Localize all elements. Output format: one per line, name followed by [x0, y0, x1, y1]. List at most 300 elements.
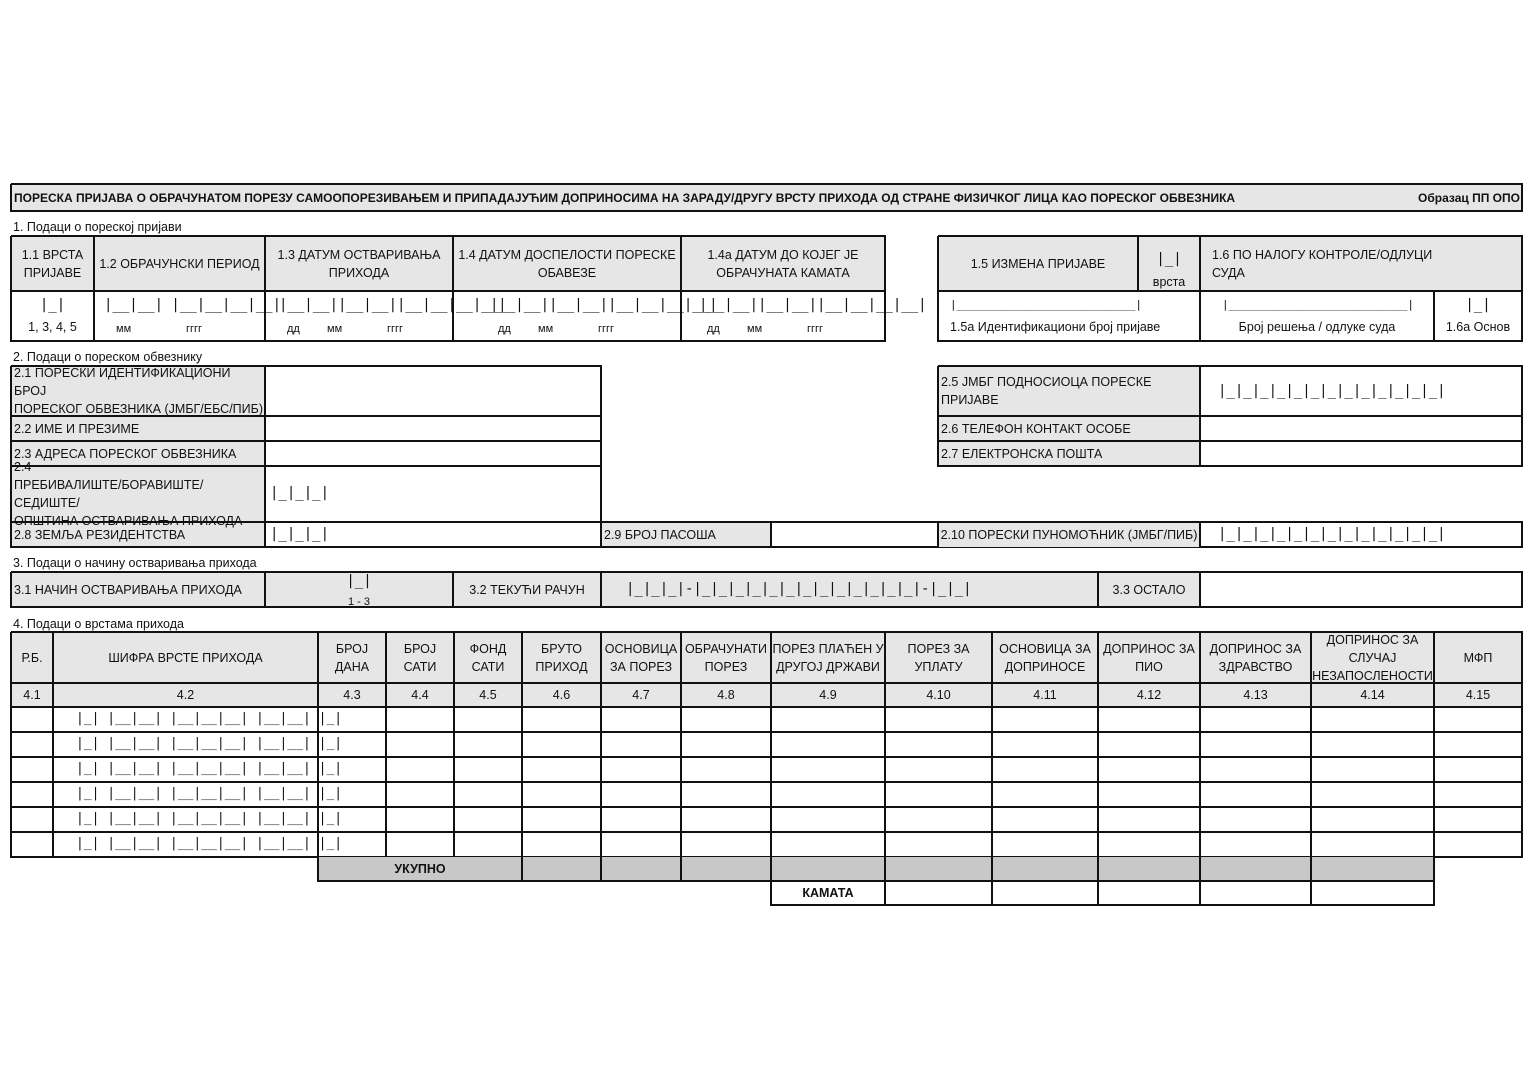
table-cell-input[interactable]	[1200, 732, 1311, 757]
table-cell-input[interactable]	[1098, 732, 1200, 757]
column-header-4-13-text	[1210, 640, 1302, 676]
field-1-6a-basis[interactable]: |_|	[1465, 297, 1491, 313]
table-cell-input[interactable]	[771, 757, 885, 782]
interest-cell-input[interactable]	[1200, 881, 1311, 905]
form-header-border	[11, 183, 1523, 185]
table-cell-input[interactable]	[601, 732, 681, 757]
total-row-col-line	[1199, 857, 1201, 882]
column-header-4-15	[1434, 632, 1522, 683]
table-cell-input[interactable]	[992, 807, 1098, 832]
column-number-4-4-line-1: 4.4	[411, 688, 429, 702]
column-header-4-11-text	[999, 640, 1091, 676]
table-cell-input[interactable]	[386, 757, 454, 782]
column-header-4-7-line-2: ЗА ПОРЕЗ	[609, 659, 673, 674]
column-number-4-11	[992, 683, 1098, 707]
field-1-2-period[interactable]: |__|__| |__|__|__|__|	[104, 297, 282, 313]
section-4-heading: 4. Подаци о врстама прихода	[13, 617, 184, 631]
table-cell-input[interactable]	[1200, 782, 1311, 807]
column-header-4-15-text	[1464, 649, 1493, 667]
label-2-3-address-line-1: 2.3 АДРЕСА ПОРЕСКОГ ОБВЕЗНИКА	[14, 446, 237, 461]
column-number-4-1-text	[23, 686, 40, 704]
input-2-1-tax-id[interactable]	[265, 366, 601, 416]
table-cell-input[interactable]	[992, 707, 1098, 732]
column-number-4-15-line-1: 4.15	[1465, 688, 1491, 702]
header-1-4a-interest-date	[681, 236, 885, 291]
input-3-3-other[interactable]	[1200, 572, 1522, 607]
column-number-4-9-text	[819, 686, 836, 704]
total-row-col-line	[991, 857, 993, 882]
section-3-heading: 3. Подаци о начину остваривања прихода	[13, 556, 257, 570]
table-cell-input[interactable]	[522, 782, 601, 807]
section-2-heading: 2. Подаци о пореском обвезнику	[13, 350, 203, 364]
total-row-col-line	[600, 857, 602, 882]
column-header-4-15-line-1: МФП	[1463, 650, 1493, 665]
header-1-3-income-date-line-1: 1.3 ДАТУМ ОСТВАРИВАЊА	[277, 247, 441, 262]
table-cell-input[interactable]	[386, 782, 454, 807]
total-row-col-line	[680, 857, 682, 882]
income-code-input[interactable]: |_| |__|__| |__|__|__| |__|__| |_|	[76, 786, 343, 801]
interest-cell-input[interactable]	[885, 881, 992, 905]
column-header-4-12-line-2: ПИО	[1135, 659, 1163, 674]
column-header-4-2-text	[108, 649, 262, 667]
table-cell-input[interactable]	[522, 757, 601, 782]
table-cell-input[interactable]	[318, 782, 386, 807]
header-1-1-report-type-line-1: 1.1 ВРСТА	[21, 247, 84, 262]
header-1-2-period-line-1: 1.2 ОБРАЧУНСКИ ПЕРИОД	[99, 256, 260, 271]
label-2-4-residence-line-3: ОПШТИНА ОСТВАРИВАЊА ПРИХОДА	[14, 514, 243, 528]
column-header-4-13	[1200, 632, 1311, 683]
column-header-4-5-line-2: САТИ	[471, 659, 505, 674]
column-number-4-7-line-1: 4.7	[632, 688, 650, 702]
table-cell-input[interactable]	[771, 807, 885, 832]
header-1-4-due-date-line-1: 1.4 ДАТУМ ДОСПЕЛОСТИ ПОРЕСКЕ	[458, 247, 676, 262]
label-2-7-email-line-1: 2.7 ЕЛЕКТРОНСКА ПОШТА	[941, 446, 1103, 461]
field-1-4a-date[interactable]: |__|__||__|__||__|__|__|__|	[699, 297, 927, 313]
label-2-10-proxy-line-1: 2.10 ПОРЕСКИ ПУНОМОЋНИК (ЈМБГ/ПИБ)	[940, 527, 1198, 542]
label-2-1-tax-id	[11, 366, 265, 416]
column-number-4-10	[885, 683, 992, 707]
field-1-6a-hint: 1.6а Основ	[1445, 320, 1511, 334]
form-header-border	[11, 210, 1523, 212]
header-1-4a-interest-date-line-2: ОБРАЧУНАТА КАМАТА	[716, 265, 850, 280]
table-cell-input[interactable]	[601, 707, 681, 732]
table-cell-input[interactable]	[1311, 757, 1434, 782]
interest-row-label-text	[802, 884, 853, 902]
field-1-6-decision-number[interactable]: |___________________________|	[1222, 298, 1415, 311]
total-row-label	[318, 857, 522, 881]
column-header-4-8-text	[685, 640, 767, 676]
column-number-4-1	[11, 683, 53, 707]
label-2-4-residence	[11, 460, 265, 528]
column-header-4-12	[1098, 632, 1200, 683]
header-1-4-due-date-text	[458, 246, 675, 282]
field-1-5-type[interactable]: |_|	[1156, 251, 1182, 267]
column-number-4-13-line-1: 4.13	[1243, 688, 1268, 702]
column-number-4-11-text	[1033, 686, 1056, 704]
input-2-9-passport[interactable]	[771, 522, 938, 547]
column-header-4-5	[454, 632, 522, 683]
column-number-4-9	[771, 683, 885, 707]
label-2-2-name-text	[14, 420, 139, 438]
table-cell-input[interactable]	[1098, 782, 1200, 807]
table-cell-input[interactable]	[885, 757, 992, 782]
label-2-8-country-text	[14, 526, 185, 544]
grid-line	[600, 522, 602, 548]
header-1-5-amendment-line-1: 1.5 ИЗМЕНА ПРИЈАВЕ	[970, 256, 1106, 271]
label-2-5-submitter-jmbg	[938, 366, 1200, 416]
field-1-3-dd: дд	[287, 323, 300, 335]
table-cell-input[interactable]	[318, 707, 386, 732]
label-2-9-passport-text	[604, 526, 716, 544]
label-2-10-proxy	[938, 522, 1200, 547]
label-3-2-bank-account	[453, 572, 601, 607]
table-cell-input[interactable]	[681, 732, 771, 757]
table-cell-input[interactable]	[454, 732, 522, 757]
label-2-10-proxy-text	[941, 526, 1198, 544]
header-1-1-report-type-line-2: ПРИЈАВЕ	[23, 265, 82, 280]
header-1-3-income-date-line-2: ПРИХОДА	[328, 265, 390, 280]
label-2-1-tax-id-line-1: 2.1 ПОРЕСКИ ИДЕНТИФИКАЦИОНИ БРОЈ	[14, 366, 231, 398]
column-header-4-1-text	[21, 649, 42, 667]
table-cell-input[interactable]	[992, 832, 1098, 857]
input-3-1-income-method[interactable]: |_|	[346, 573, 372, 589]
table-cell-input[interactable]	[318, 807, 386, 832]
table-cell-input[interactable]	[992, 732, 1098, 757]
column-header-4-13-line-2: ЗДРАВСТВО	[1218, 659, 1293, 674]
section-1-left-border	[11, 340, 886, 342]
table-cell-input[interactable]	[885, 782, 992, 807]
column-header-4-10-text	[907, 640, 969, 676]
table-cell-input[interactable]	[386, 707, 454, 732]
table-cell-input[interactable]	[522, 832, 601, 857]
column-header-4-14-line-2: СЛУЧАЈ	[1348, 650, 1397, 665]
label-2-8-country-line-1: 2.8 ЗЕМЉА РЕЗИДЕНТСТВА	[14, 527, 186, 542]
input-2-6-phone[interactable]	[1200, 416, 1522, 441]
table-cell-input[interactable]	[522, 807, 601, 832]
column-header-4-10	[885, 632, 992, 683]
column-number-4-4	[386, 683, 454, 707]
income-code-input[interactable]: |_| |__|__| |__|__|__| |__|__| |_|	[76, 761, 343, 776]
input-2-3-address[interactable]	[265, 441, 601, 466]
label-3-1-income-method	[11, 572, 265, 607]
section-1-heading: 1. Подаци о пореској пријави	[13, 220, 182, 234]
column-number-4-13-text	[1243, 686, 1267, 704]
column-number-4-8-text	[717, 686, 734, 704]
table-cell-input[interactable]	[681, 832, 771, 857]
input-2-7-email[interactable]	[1200, 441, 1522, 466]
total-row-label-text	[394, 860, 445, 878]
table-cell-input[interactable]	[1434, 782, 1522, 807]
column-number-4-14	[1311, 683, 1434, 707]
table-cell-input[interactable]	[522, 732, 601, 757]
field-1-1-report-type[interactable]: |_|	[39, 297, 66, 313]
label-2-1-tax-id-text	[14, 364, 265, 418]
table-cell-input[interactable]	[1311, 707, 1434, 732]
table-cell-input[interactable]	[601, 832, 681, 857]
table-cell-input[interactable]	[1434, 757, 1522, 782]
input-2-8-country-code[interactable]: |_|_|_|	[270, 526, 330, 542]
column-number-4-6	[522, 683, 601, 707]
input-3-1-hint: 1 - 3	[347, 596, 370, 608]
column-header-4-7-line-1: ОСНОВИЦА	[604, 641, 678, 656]
table-cell-input[interactable]	[1098, 832, 1200, 857]
header-1-1-report-type-text	[22, 246, 84, 282]
label-2-7-email-text	[941, 445, 1102, 463]
table-cell-input[interactable]	[1434, 832, 1522, 857]
column-header-4-11-line-1: ОСНОВИЦА ЗА	[999, 641, 1091, 656]
table-cell-input[interactable]	[681, 807, 771, 832]
column-header-4-3-line-2: ДАНА	[334, 659, 370, 674]
label-2-6-phone	[938, 416, 1200, 441]
column-number-4-7	[601, 683, 681, 707]
column-header-4-7-text	[605, 640, 677, 676]
column-header-4-8	[681, 632, 771, 683]
column-header-4-10-line-1: ПОРЕЗ ЗА	[907, 641, 970, 656]
label-2-7-email	[938, 441, 1200, 466]
table-cell-input[interactable]	[386, 732, 454, 757]
table-cell-input[interactable]	[318, 732, 386, 757]
column-header-4-7	[601, 632, 681, 683]
column-header-4-14-line-3: НЕЗАПОСЛЕНОСТИ	[1312, 668, 1433, 683]
table-cell-input[interactable]	[1311, 782, 1434, 807]
table-cell-input[interactable]	[681, 707, 771, 732]
header-1-2-period-text	[99, 255, 259, 273]
table-cell-input[interactable]	[1098, 757, 1200, 782]
interest-cell-input[interactable]	[992, 881, 1098, 905]
table-cell-input[interactable]	[885, 832, 992, 857]
column-number-4-2-text	[177, 686, 194, 704]
header-1-6-control-order-text	[1212, 246, 1434, 282]
column-number-4-5-text	[479, 686, 496, 704]
header-1-5-amendment	[938, 236, 1138, 291]
table-cell-input[interactable]	[454, 807, 522, 832]
column-header-4-2	[53, 632, 318, 683]
total-row-col-line	[884, 857, 886, 882]
table-cell-input[interactable]	[1434, 707, 1522, 732]
label-2-8-country	[11, 522, 265, 547]
table-cell-input[interactable]	[992, 757, 1098, 782]
column-header-4-9-line-1: ПОРЕЗ ПЛАЋЕН У	[772, 641, 884, 656]
interest-row-label-line-1: КАМАТА	[802, 886, 854, 900]
header-1-1-report-type	[11, 236, 94, 291]
header-1-3-income-date	[265, 236, 453, 291]
income-code-input[interactable]: |_| |__|__| |__|__|__| |__|__| |_|	[76, 836, 343, 851]
table-cell-input[interactable]	[885, 807, 992, 832]
form-header-border	[1521, 184, 1523, 212]
form-title: ПОРЕСКА ПРИЈАВА О ОБРАЧУНАТОМ ПОРЕЗУ САМООПОРЕЗИВАЊЕМ И ПРИПАДАЈУЋИМ ДОПРИНОСИМА НА ЗАРАДУ/ДРУГУ ВРСТУ ПРИХОДА ОД СТРАНЕ ФИЗИЧКОГ ЛИЦА КАО ПОРЕСКОГ ОБВЕЗНИКА	[14, 191, 1236, 205]
field-1-4-mm: мм	[538, 323, 554, 335]
table-cell-input[interactable]	[601, 807, 681, 832]
header-1-3-income-date-text	[278, 246, 441, 282]
field-1-4a-dd: дд	[707, 323, 720, 335]
header-1-4-due-date	[453, 236, 681, 291]
column-header-4-12-line-1: ДОПРИНОС ЗА	[1103, 641, 1195, 656]
column-number-4-3	[318, 683, 386, 707]
section-1-right-border	[938, 340, 1523, 342]
column-number-4-12	[1098, 683, 1200, 707]
table-cell-input[interactable]	[885, 732, 992, 757]
field-1-6-hint: Број решења / одлуке суда	[1238, 320, 1396, 334]
column-number-4-15-text	[1466, 686, 1490, 704]
column-header-4-10-line-2: УПЛАТУ	[914, 659, 963, 674]
table-cell-input[interactable]	[771, 707, 885, 732]
column-header-4-4	[386, 632, 454, 683]
table-cell-input[interactable]	[1200, 757, 1311, 782]
column-header-4-8-line-1: ОБРАЧУНАТИ	[684, 641, 768, 656]
table-cell-input[interactable]	[1311, 732, 1434, 757]
interest-row-label	[771, 881, 885, 905]
table-cell-input[interactable]	[1098, 807, 1200, 832]
column-header-4-6-text	[535, 640, 587, 676]
field-1-3-mm: мм	[327, 323, 343, 335]
column-header-4-14	[1311, 632, 1434, 683]
label-3-1-income-method-text	[14, 581, 242, 599]
form-code: Образац ПП ОПО	[1418, 191, 1520, 205]
label-2-5-submitter-jmbg-text	[941, 373, 1200, 409]
header-1-4-due-date-line-2: ОБАВЕЗЕ	[537, 265, 597, 280]
column-number-4-6-line-1: 4.6	[552, 688, 571, 702]
column-number-4-12-text	[1137, 686, 1161, 704]
table-cell-input[interactable]	[318, 757, 386, 782]
column-header-4-1	[11, 632, 53, 683]
input-2-2-name[interactable]	[265, 416, 601, 441]
grid-line	[1521, 522, 1523, 548]
interest-cell-input[interactable]	[1311, 881, 1434, 905]
income-code-input[interactable]: |_| |__|__| |__|__|__| |__|__| |_|	[76, 811, 343, 826]
column-header-4-6	[522, 632, 601, 683]
field-1-2-yyyy: гггг	[186, 323, 203, 335]
label-3-1-income-method-line-1: 3.1 НАЧИН ОСТВАРИВАЊА ПРИХОДА	[14, 582, 242, 597]
column-number-4-8	[681, 683, 771, 707]
column-header-4-5-text	[470, 640, 507, 676]
column-number-4-13	[1200, 683, 1311, 707]
header-1-4a-interest-date-text	[707, 246, 858, 282]
table-cell-input[interactable]	[1311, 832, 1434, 857]
field-1-5a-id[interactable]: |___________________________|	[950, 298, 1143, 311]
column-number-4-3-text	[343, 686, 360, 704]
table-cell-input[interactable]	[601, 757, 681, 782]
table-cell-input[interactable]	[992, 782, 1098, 807]
label-3-2-bank-account-text	[469, 581, 584, 599]
field-1-3-yyyy: гггг	[387, 323, 404, 335]
label-2-2-name	[11, 416, 265, 441]
column-header-4-12-text	[1103, 640, 1195, 676]
total-row-col-line	[1097, 857, 1099, 882]
column-number-4-11-line-1: 4.11	[1033, 688, 1057, 702]
label-2-2-name-line-1: 2.2 ИМЕ И ПРЕЗИМЕ	[14, 421, 140, 436]
column-header-4-3-text	[335, 640, 369, 676]
label-3-3-other	[1098, 572, 1200, 607]
table-cell-input[interactable]	[522, 707, 601, 732]
table-cell-input[interactable]	[681, 782, 771, 807]
table-cell-input[interactable]	[771, 732, 885, 757]
field-1-1-hint: 1, 3, 4, 5	[28, 320, 77, 334]
column-number-4-14-text	[1360, 686, 1384, 704]
column-header-4-8-line-2: ПОРЕЗ	[704, 659, 748, 674]
input-2-5-submitter-jmbg[interactable]: |_|_|_|_|_|_|_|_|_|_|_|_|_|	[1218, 383, 1446, 399]
field-1-4-yyyy: гггг	[598, 323, 615, 335]
table-cell-input[interactable]	[681, 757, 771, 782]
input-2-4-residence-code[interactable]: |_|_|_|	[270, 485, 330, 501]
column-header-4-9	[771, 632, 885, 683]
table-cell-input[interactable]	[386, 832, 454, 857]
field-1-3-date[interactable]: |__|__||__|__||__|__|__|__|	[279, 297, 507, 313]
table-cell-input[interactable]	[771, 782, 885, 807]
column-number-4-14-line-1: 4.14	[1360, 688, 1385, 702]
table-cell-input[interactable]	[1311, 807, 1434, 832]
field-1-4-date[interactable]: |__|__||__|__||__|__|__|__|	[490, 297, 718, 313]
column-number-4-7-text	[632, 686, 649, 704]
column-number-4-1-line-1: 4.1	[23, 688, 41, 702]
header-1-2-period	[94, 236, 265, 291]
column-number-4-10-line-1: 4.10	[926, 688, 951, 702]
income-code-input[interactable]: |_| |__|__| |__|__|__| |__|__| |_|	[76, 711, 343, 726]
total-row-label-line-1: УКУПНО	[394, 862, 446, 876]
label-2-9-passport-line-1: 2.9 БРОЈ ПАСОША	[604, 527, 716, 542]
table-cell-input[interactable]	[454, 707, 522, 732]
column-header-4-9-text	[772, 640, 883, 676]
total-row-col-line	[1310, 857, 1312, 882]
column-header-4-14-line-1: ДОПРИНОС ЗА	[1326, 632, 1419, 647]
column-header-4-6-line-1: БРУТО	[540, 641, 582, 656]
table-cell-input[interactable]	[1434, 732, 1522, 757]
label-3-2-bank-account-line-1: 3.2 ТЕКУЋИ РАЧУН	[469, 582, 585, 597]
input-3-2-bank-account[interactable]: |_|_|_|-|_|_|_|_|_|_|_|_|_|_|_|_|_|-|_|_|	[626, 581, 972, 597]
table-cell-input[interactable]	[454, 782, 522, 807]
label-2-4-residence-line-1: 2.4	[14, 460, 32, 474]
column-number-4-5	[454, 683, 522, 707]
table-cell-input[interactable]	[1200, 807, 1311, 832]
table-cell-input[interactable]	[885, 707, 992, 732]
table-cell-input[interactable]	[454, 832, 522, 857]
table-cell-input[interactable]	[454, 757, 522, 782]
column-number-4-3-line-1: 4.3	[343, 688, 361, 702]
table-cell-input[interactable]	[601, 782, 681, 807]
label-2-6-phone-text	[941, 420, 1131, 438]
column-header-4-1-line-1: Р.Б.	[21, 650, 43, 665]
column-header-4-4-line-1: БРОЈ САТИ	[403, 641, 437, 674]
label-2-5-submitter-jmbg-line-1: 2.5 ЈМБГ ПОДНОСИОЦА ПОРЕСКЕ ПРИЈАВЕ	[941, 375, 1152, 407]
table-cell-input[interactable]	[386, 807, 454, 832]
table-cell-input[interactable]	[1200, 832, 1311, 857]
column-header-4-3-line-1: БРОЈ	[335, 641, 369, 656]
header-1-5-amendment-text	[971, 255, 1106, 273]
column-number-4-5-line-1: 4.5	[479, 688, 497, 702]
column-header-4-3	[318, 632, 386, 683]
column-header-4-11-line-2: ДОПРИНОСЕ	[1004, 659, 1086, 674]
table-cell-input[interactable]	[1098, 707, 1200, 732]
field-1-4a-yyyy: гггг	[807, 323, 824, 335]
column-number-4-9-line-1: 4.9	[819, 688, 837, 702]
input-2-10-proxy-id[interactable]: |_|_|_|_|_|_|_|_|_|_|_|_|_|	[1218, 526, 1446, 542]
column-header-4-9-line-2: ДРУГОЈ ДРЖАВИ	[776, 659, 880, 674]
table-cell-input[interactable]	[318, 832, 386, 857]
header-1-4a-interest-date-line-1: 1.4а ДАТУМ ДО КОЈЕГ ЈЕ	[707, 247, 859, 262]
column-header-4-14-text	[1312, 631, 1433, 685]
income-code-input[interactable]: |_| |__|__| |__|__|__| |__|__| |_|	[76, 736, 343, 751]
table-cell-input[interactable]	[1434, 807, 1522, 832]
table-cell-input[interactable]	[1200, 707, 1311, 732]
column-number-4-2	[53, 683, 318, 707]
column-number-4-4-text	[411, 686, 428, 704]
column-header-4-13-line-1: ДОПРИНОС ЗА	[1209, 641, 1302, 656]
header-1-6-control-order	[1200, 236, 1434, 291]
label-2-9-passport	[601, 522, 771, 547]
table-cell-input[interactable]	[771, 832, 885, 857]
column-number-4-12-line-1: 4.12	[1136, 688, 1162, 702]
field-1-4-dd: дд	[498, 323, 511, 335]
interest-cell-input[interactable]	[1098, 881, 1200, 905]
